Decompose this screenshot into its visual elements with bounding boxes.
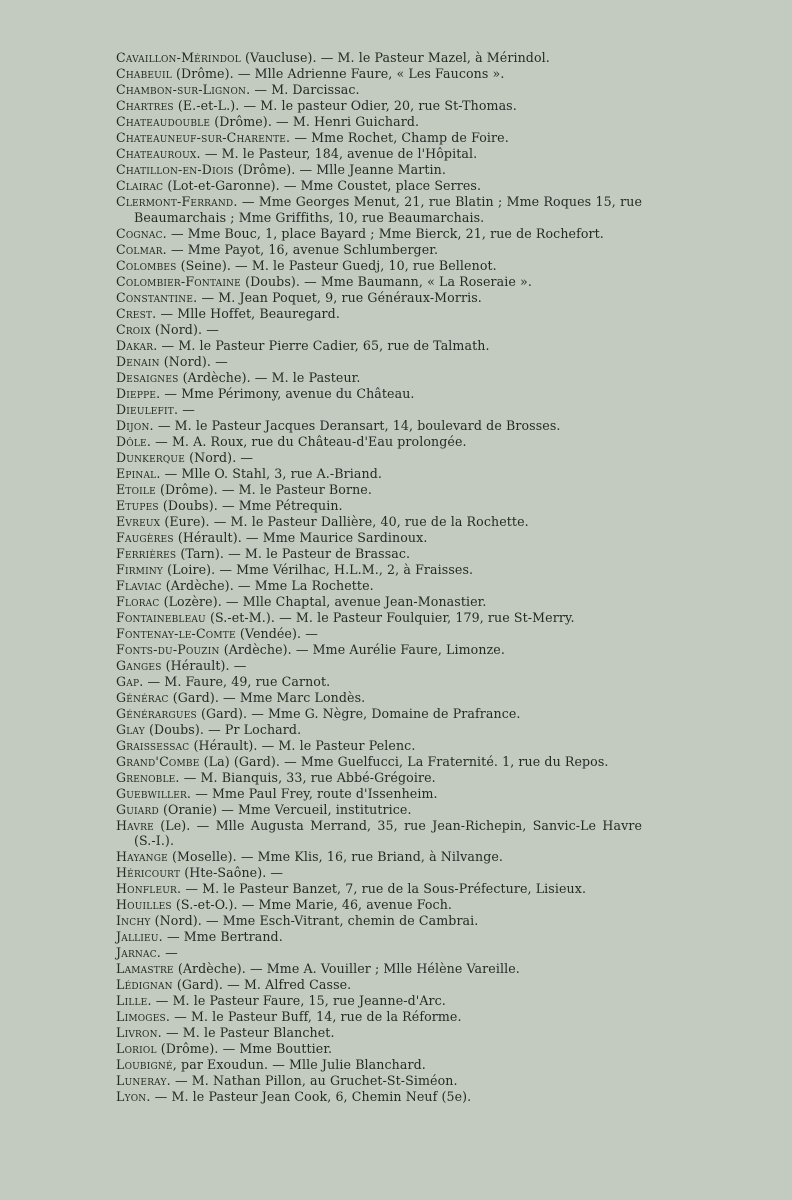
directory-entry [116,786,642,802]
directory-entry [116,194,642,225]
entry-place: Lédignan [116,977,173,992]
entry-place: Florac [116,593,160,609]
entry-place: Ferrières [116,545,177,561]
entry-place: Fonts-du-Pouzin [116,641,220,657]
entry-place: Chatillon-en-Diois [116,162,234,177]
directory-entry [116,66,642,82]
directory-entry [116,849,642,865]
entry-place: Dieppe. [116,385,161,401]
directory-entry [116,770,642,786]
entry-detail: (Drôme). — M. Henri Guichard. [214,114,420,129]
entry-place: Grand'Combe [116,753,200,769]
entry-place: Générargues [116,705,197,721]
directory-entry [116,610,642,626]
entry-place: Héricourt [116,865,181,880]
entry-place: Flaviac [116,577,162,593]
directory-entry [116,1089,642,1105]
entry-detail: (Nord). — [189,449,254,465]
entry-place: Dijon. [116,417,154,433]
directory-entry [116,146,642,162]
directory-entry [116,290,642,306]
directory-entry [116,386,642,402]
entry-place: Livron. [116,1025,162,1040]
entry-place: Glay [116,721,145,737]
entry-detail: (Hte-Saône). — [184,865,284,880]
directory-entry [116,98,642,114]
entry-detail: (Moselle). — Mme Klis, 16, rue Briand, à Nilvange. [172,849,504,864]
entry-detail: (Ardèche). — Mme La Rochette. [165,577,374,593]
directory-entry [116,50,642,66]
entry-place: Fontenay-le-Comte [116,625,236,641]
entry-place: Lyon. [116,1089,151,1104]
directory-entry [116,370,642,386]
entry-place: Chateaudouble [116,114,211,129]
entry-detail: — M. le Pasteur Buff, 14, rue de la Réforme. [174,1009,462,1024]
entry-detail: (Hérault). — M. le Pasteur Pelenc. [193,737,416,753]
entry-detail: (Lozère). — Mlle Chaptal, avenue Jean-Monastier. [163,593,487,609]
directory-entry [116,594,642,610]
entry-detail: (Hérault). — Mme Maurice Sardinoux. [177,529,428,545]
directory-entry [116,818,642,849]
directory-entry [116,929,642,945]
entry-detail: (Nord). — [163,353,228,369]
directory-entry [116,945,642,961]
entry-place: Honfleur. [116,881,182,896]
entry-place: Graissessac [116,737,190,753]
directory-entry [116,1057,642,1073]
entry-detail: (Oranie) — Mme Vercueil, institutrice. [163,801,412,817]
entry-place: Etoile [116,481,156,497]
directory-entry [116,690,642,706]
entry-detail: (Vendée). — [239,625,318,641]
directory-entry [116,961,642,977]
entry-detail: (La) (Gard). — Mme Guelfucci, La Fraternité. 1, rue du Repos. [203,753,609,769]
entry-place: Jallieu. [116,929,163,944]
entry-detail: (Eure). — M. le Pasteur Dallière, 40, rue de la Rochette. [164,513,529,529]
entry-detail: (Drôme). — M. le Pasteur Borne. [160,481,372,497]
entry-place: Générac [116,689,169,705]
directory-entry [116,450,642,466]
directory-entry [116,546,642,562]
entry-detail: (Gard). — Mme G. Nègre, Domaine de Prafrance. [200,705,521,721]
entry-detail: (Doubs). — Pr Lochard. [149,721,302,737]
entry-place: Guiard [116,801,159,817]
entry-place: Denain [116,353,160,369]
entry-detail: — M. Bianquis, 33, rue Abbé-Grégoire. [183,769,436,785]
directory-entry [116,402,642,418]
directory-entry [116,913,642,929]
entry-detail: (Nord). — [154,321,219,337]
directory-entry [116,418,642,434]
entry-place: Ganges [116,657,162,673]
entry-detail: — [182,401,195,417]
entry-place: Clairac [116,178,164,193]
directory-entry [116,354,642,370]
entry-place: Cognac. [116,225,167,241]
entry-detail: (Seine). — M. le Pasteur Guedj, 10, rue Bellenot. [180,257,497,273]
directory-entry [116,434,642,450]
entry-detail: — M. A. Roux, rue du Château-d'Eau prolongée. [155,433,467,449]
entry-detail: (Gard). — M. Alfred Casse. [176,977,352,992]
entry-place: Clermont-Ferrand. [116,194,238,209]
entry-place: Jarnac. [116,945,161,960]
directory-entry [116,82,642,98]
entry-place: Dakar. [116,337,158,353]
entry-detail: — M. le Pasteur Blanchet. [165,1025,335,1040]
entry-detail: — Mme Georges Menut, 21, rue Blatin ; Mme Roques 15, rue Beaumarchais ; Mme Griffiths, 10, rue Beaumarchais. [134,194,642,225]
directory-entry [116,626,642,642]
entry-place: Chateauneuf-sur-Charente. [116,130,291,145]
directory-entry [116,242,642,258]
directory-entry [116,642,642,658]
entry-place: Dieulefit. [116,401,179,417]
directory-entry [116,1009,642,1025]
entry-detail: — M. le Pasteur, 184, avenue de l'Hôpital. [204,146,478,161]
directory-entry [116,1041,642,1057]
entry-detail: (Drôme). — Mlle Jeanne Martin. [237,162,446,177]
directory-entry [116,1073,642,1089]
directory-entry [116,226,642,242]
directory-entry [116,178,642,194]
entry-place: Loriol [116,1041,157,1056]
entry-place: Fontainebleau [116,609,206,625]
entry-place: Havre [116,817,154,833]
entry-detail: — M. le Pasteur Jean Cook, 6, Chemin Neuf (5e). [154,1089,472,1104]
directory-entry [116,130,642,146]
directory-entry [116,993,642,1009]
entry-detail: — Mme Périmony, avenue du Château. [164,385,415,401]
directory-entry [116,802,642,818]
entry-detail: (Nord). — Mme Esch-Vitrant, chemin de Cambrai. [154,913,479,928]
entry-detail: (Ardèche). — Mme Aurélie Faure, Limonze. [223,641,505,657]
entry-place: Dôle. [116,433,152,449]
directory-entry [116,306,642,322]
entry-place: Lamastre [116,961,174,976]
entry-place: Inchy [116,913,151,928]
entry-detail: (Vaucluse). — M. le Pasteur Mazel, à Mérindol. [245,50,550,65]
directory-entry [116,881,642,897]
entry-detail: (Tarn). — M. le Pasteur de Brassac. [180,545,411,561]
entry-detail: (S.-et-O.). — Mme Marie, 46, avenue Foch. [175,897,453,912]
entry-place: Loubigné, [116,1057,177,1072]
entry-place: Houilles [116,897,172,912]
directory-entry [116,706,642,722]
entry-detail: — M. Darcissac. [254,82,360,97]
entry-detail: (Drôme). — Mme Bouttier. [160,1041,333,1056]
entry-place: Firminy [116,561,164,577]
directory-entry [116,578,642,594]
directory-entry [116,562,642,578]
entry-detail: — M. le Pasteur Banzet, 7, rue de la Sous-Préfecture, Lisieux. [185,881,587,896]
directory-entry [116,482,642,498]
directory-entry [116,658,642,674]
entry-place: Limoges. [116,1009,171,1024]
entry-detail: — Mlle Hoffet, Beauregard. [160,305,340,321]
entry-place: Lille. [116,993,152,1008]
directory-entry [116,897,642,913]
entry-place: Gap. [116,673,144,689]
entry-detail: (Loire). — Mme Vérilhac, H.L.M., 2, à Fraisses. [167,561,474,577]
entry-detail: — Mme Rochet, Champ de Foire. [294,130,509,145]
entry-place: Evreux [116,513,161,529]
entry-place: Croix [116,321,151,337]
entry-place: Colombes [116,257,177,273]
entry-detail: — M. le Pasteur Pierre Cadier, 65, rue de Talmath. [161,337,490,353]
entry-place: Etupes [116,497,159,513]
directory-entry [116,754,642,770]
entry-detail: (Doubs). — Mme Pétrequin. [162,497,343,513]
entry-detail: — M. le Pasteur Faure, 15, rue Jeanne-d'Arc. [155,993,446,1008]
entry-place: Chateauroux. [116,146,201,161]
directory-entry [116,466,642,482]
directory-entry [116,722,642,738]
entry-detail: — Mme Bouc, 1, place Bayard ; Mme Bierck, 21, rue de Rochefort. [170,225,604,241]
directory-entry [116,514,642,530]
entry-detail: — M. Nathan Pillon, au Gruchet-St-Siméon. [174,1073,458,1088]
entry-place: Hayange [116,849,168,864]
entry-detail: (Doubs). — Mme Baumann, « La Roseraie ». [245,273,532,289]
directory-entry [116,498,642,514]
entry-place: Luneray. [116,1073,171,1088]
entry-detail: par Exoudun. — Mlle Julie Blanchard. [181,1057,426,1072]
entry-place: Grenoble. [116,769,180,785]
entry-place: Constantine. [116,289,198,305]
directory-entry [116,738,642,754]
directory-entry [116,322,642,338]
entry-detail: (Gard). — Mme Marc Londès. [172,689,366,705]
entry-place: Dunkerque [116,449,185,465]
entry-list [116,50,642,1105]
directory-entry [116,274,642,290]
entry-detail: — M. le Pasteur Jacques Deransart, 14, boulevard de Brosses. [157,417,561,433]
entry-detail: — M. Faure, 49, rue Carnot. [147,673,331,689]
entry-place: Colombier-Fontaine [116,273,241,289]
entry-place: Chabeuil [116,66,172,81]
directory-entry [116,530,642,546]
entry-place: Chambon-sur-Lignon. [116,82,251,97]
directory-entry [116,162,642,178]
entry-place: Crest. [116,305,157,321]
entry-place: Guebwiller. [116,785,192,801]
directory-entry [116,674,642,690]
entry-detail: — Mme Bertrand. [166,929,283,944]
directory-entry [116,114,642,130]
entry-detail: (S.-et-M.). — M. le Pasteur Foulquier, 179, rue St-Merry. [209,609,575,625]
entry-detail: — Mlle O. Stahl, 3, rue A.-Briand. [164,465,382,481]
directory-entry [116,865,642,881]
entry-detail: — [165,945,178,960]
entry-detail: (Drôme). — Mlle Adrienne Faure, « Les Faucons ». [176,66,505,81]
entry-detail: — M. Jean Poquet, 9, rue Généraux-Morris. [201,289,482,305]
directory-entry [116,258,642,274]
entry-place: Desaignes [116,369,179,385]
entry-place: Chartres [116,98,174,113]
directory-entry [116,977,642,993]
entry-detail: (Hérault). — [165,657,247,673]
entry-detail: (E.-et-L.). — M. le pasteur Odier, 20, rue St-Thomas. [177,98,517,113]
entry-detail: (Ardèche). — M. le Pasteur. [182,369,361,385]
entry-detail: — Mme Paul Frey, route d'Issenheim. [195,785,438,801]
entry-place: Epinal. [116,465,161,481]
directory-entry [116,1025,642,1041]
entry-place: Colmar. [116,241,167,257]
entry-detail: (Ardèche). — Mme A. Vouiller ; Mlle Hélène Vareille. [177,961,520,976]
entry-detail: — Mme Payot, 16, avenue Schlumberger. [171,241,439,257]
entry-detail: (Le). — Mlle Augusta Merrand, 35, rue Jean-Richepin, Sanvic-Le Havre (S.-I.). [134,817,642,848]
entry-detail: (Lot-et-Garonne). — Mme Coustet, place Serres. [167,178,482,193]
entry-place: Cavaillon-Mérindol [116,50,241,65]
entry-place: Faugères [116,529,174,545]
directory-entry [116,338,642,354]
